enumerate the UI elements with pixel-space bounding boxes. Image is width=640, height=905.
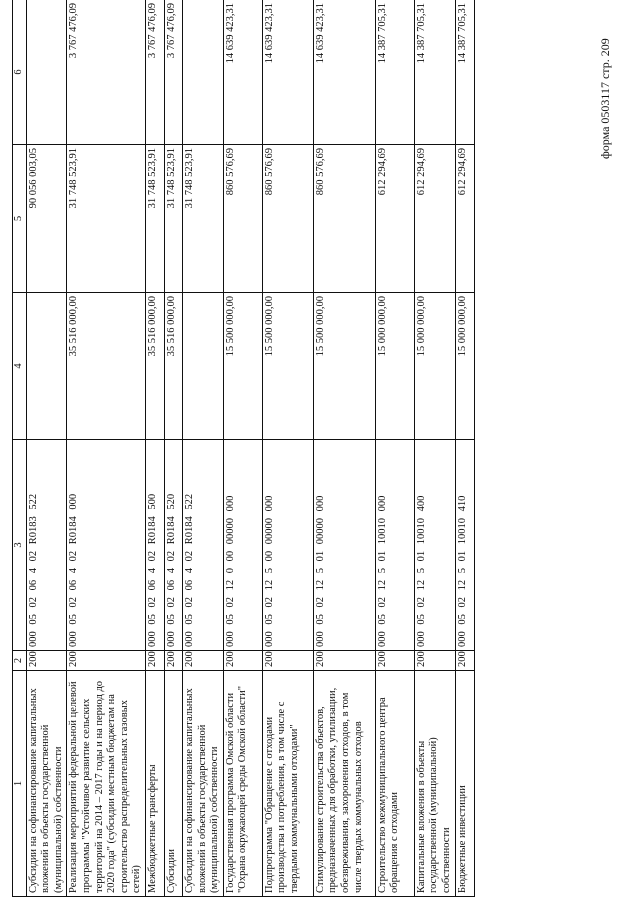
line-code-cell: 200 bbox=[262, 651, 313, 671]
line-code-cell: 200 bbox=[67, 651, 146, 671]
form-caption: форма 0503117 стр. 209 bbox=[598, 38, 612, 159]
executed-amount-cell: 90 056 003,05 bbox=[26, 145, 67, 293]
unexecuted-amount-cell: 14 639 423,31 bbox=[223, 0, 262, 145]
table-row bbox=[375, 0, 414, 897]
column-number: 6 bbox=[13, 0, 27, 145]
line-code-cell: 200 bbox=[313, 651, 375, 671]
unexecuted-amount-cell: 14 387 705,31 bbox=[375, 0, 414, 145]
column-number: 2 bbox=[13, 651, 27, 671]
executed-amount-cell: 612 294,69 bbox=[455, 145, 474, 293]
budget-code-cell: 000 05 02 12 5 01 00000 000 bbox=[313, 440, 375, 651]
line-code-cell: 200 bbox=[375, 651, 414, 671]
budget-code-cell: 000 05 02 06 4 02 R0184 500 bbox=[145, 440, 164, 651]
table-row bbox=[26, 0, 67, 897]
executed-amount-cell: 31 748 523,91 bbox=[67, 145, 146, 293]
executed-amount-cell: 31 748 523,91 bbox=[145, 145, 164, 293]
approved-amount-cell: 15 000 000,00 bbox=[455, 293, 474, 440]
executed-amount-cell: 31 748 523,91 bbox=[182, 145, 223, 293]
executed-amount-cell: 860 576,69 bbox=[262, 145, 313, 293]
unexecuted-amount-cell bbox=[182, 0, 223, 145]
row-name-cell: Стимулирование строительства объектов, предназначенных для обработки, утилизации, обезвреживания, захоронения отходов, в том числе твердых коммунальных отходов bbox=[313, 671, 375, 897]
budget-code-cell: 000 05 02 06 4 02 R0183 522 bbox=[26, 440, 67, 651]
column-number: 1 bbox=[13, 671, 27, 897]
table-row bbox=[67, 0, 146, 897]
unexecuted-amount-cell: 14 639 423,31 bbox=[262, 0, 313, 145]
line-code-cell: 200 bbox=[145, 651, 164, 671]
executed-amount-cell: 860 576,69 bbox=[223, 145, 262, 293]
approved-amount-cell: 15 500 000,00 bbox=[313, 293, 375, 440]
table-row bbox=[145, 0, 164, 897]
line-code-cell: 200 bbox=[223, 651, 262, 671]
unexecuted-amount-cell: 14 387 705,31 bbox=[414, 0, 455, 145]
table-row bbox=[313, 0, 375, 897]
executed-amount-cell: 860 576,69 bbox=[313, 145, 375, 293]
budget-execution-table bbox=[12, 0, 475, 897]
unexecuted-amount-cell: 3 767 476,09 bbox=[145, 0, 164, 145]
line-code-cell: 200 bbox=[26, 651, 67, 671]
unexecuted-amount-cell: 3 767 476,09 bbox=[164, 0, 182, 145]
approved-amount-cell bbox=[182, 293, 223, 440]
line-code-cell: 200 bbox=[182, 651, 223, 671]
budget-code-cell: 000 05 02 06 4 02 R0184 000 bbox=[67, 440, 146, 651]
executed-amount-cell: 612 294,69 bbox=[375, 145, 414, 293]
column-number: 4 bbox=[13, 293, 27, 440]
approved-amount-cell: 35 516 000,00 bbox=[164, 293, 182, 440]
approved-amount-cell: 15 000 000,00 bbox=[414, 293, 455, 440]
row-name-cell: Субсидии bbox=[164, 671, 182, 897]
budget-code-cell: 000 05 02 12 5 01 10010 000 bbox=[375, 440, 414, 651]
executed-amount-cell: 31 748 523,91 bbox=[164, 145, 182, 293]
column-number: 3 bbox=[13, 440, 27, 651]
table-row bbox=[223, 0, 262, 897]
budget-code-cell: 000 05 02 06 4 02 R0184 520 bbox=[164, 440, 182, 651]
table-row bbox=[414, 0, 455, 897]
unexecuted-amount-cell: 3 767 476,09 bbox=[67, 0, 146, 145]
executed-amount-cell: 612 294,69 bbox=[414, 145, 455, 293]
column-number-row bbox=[13, 0, 27, 897]
approved-amount-cell bbox=[26, 293, 67, 440]
row-name-cell: Капитальные вложения в объекты государственной (муниципальной) собственности bbox=[414, 671, 455, 897]
row-name-cell: Субсидии на софинансирование капитальных вложений в объекты государственной (муниципальной) собственности bbox=[26, 671, 67, 897]
line-code-cell: 200 bbox=[164, 651, 182, 671]
budget-code-cell: 000 05 02 12 5 01 10010 400 bbox=[414, 440, 455, 651]
approved-amount-cell: 15 000 000,00 bbox=[375, 293, 414, 440]
approved-amount-cell: 35 516 000,00 bbox=[145, 293, 164, 440]
column-number: 5 bbox=[13, 145, 27, 293]
unexecuted-amount-cell: 14 387 705,31 bbox=[455, 0, 474, 145]
line-code-cell: 200 bbox=[455, 651, 474, 671]
unexecuted-amount-cell bbox=[26, 0, 67, 145]
budget-code-cell: 000 05 02 06 4 02 R0184 522 bbox=[182, 440, 223, 651]
table-row bbox=[182, 0, 223, 897]
unexecuted-amount-cell: 14 639 423,31 bbox=[313, 0, 375, 145]
row-name-cell: Государственная программа Омской области "Охрана окружающей среды Омской области" bbox=[223, 671, 262, 897]
row-name-cell: Реализация мероприятий федеральной целевой программы "Устойчивое развитие сельских территорий на 2014 – 2017 годы и на период до 2020 года" (субсидии местным бюджетам на строительство распределительных газовых сетей) bbox=[67, 671, 146, 897]
row-name-cell: Субсидии на софинансирование капитальных вложений в объекты государственной (муниципальной) собственности bbox=[182, 671, 223, 897]
approved-amount-cell: 15 500 000,00 bbox=[223, 293, 262, 440]
approved-amount-cell: 15 500 000,00 bbox=[262, 293, 313, 440]
table-row bbox=[164, 0, 182, 897]
row-name-cell: Межбюджетные трансферты bbox=[145, 671, 164, 897]
budget-code-cell: 000 05 02 12 0 00 00000 000 bbox=[223, 440, 262, 651]
budget-code-cell: 000 05 02 12 5 01 10010 410 bbox=[455, 440, 474, 651]
table-row bbox=[455, 0, 474, 897]
row-name-cell: Строительство межмуниципального центра обращения с отходами bbox=[375, 671, 414, 897]
row-name-cell: Бюджетные инвестиции bbox=[455, 671, 474, 897]
approved-amount-cell: 35 516 000,00 bbox=[67, 293, 146, 440]
line-code-cell: 200 bbox=[414, 651, 455, 671]
budget-code-cell: 000 05 02 12 5 00 00000 000 bbox=[262, 440, 313, 651]
row-name-cell: Подпрограмма "Обращение с отходами производства и потребления, в том числе с твердыми коммунальными отходами" bbox=[262, 671, 313, 897]
table-row bbox=[262, 0, 313, 897]
